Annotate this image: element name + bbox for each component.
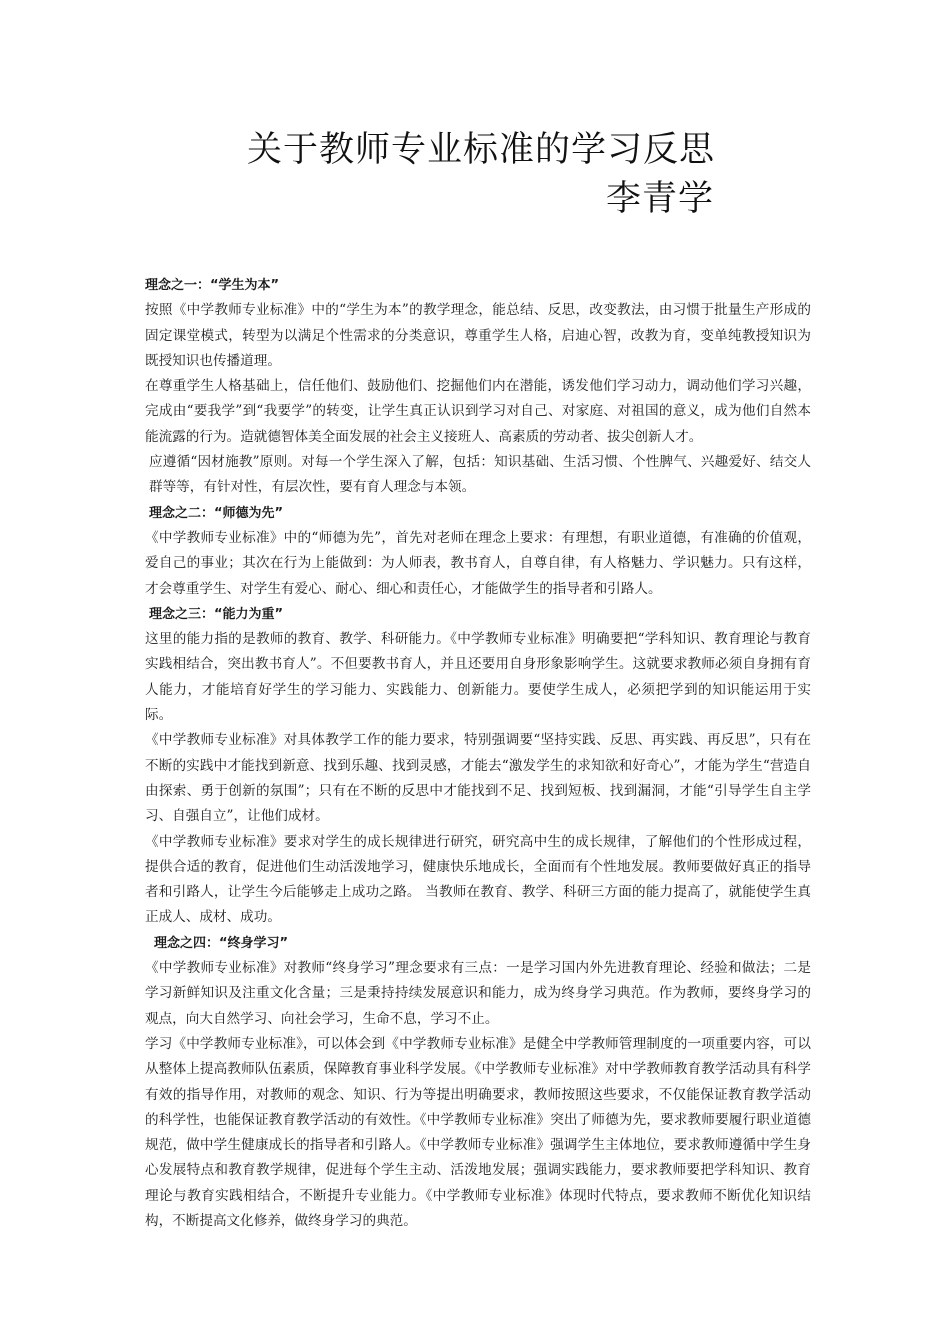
- section-lifelong-learning: [145, 931, 811, 1235]
- section-heading: 理念之一：“学生为本”: [145, 278, 280, 293]
- paragraph: 这里的能力指的是教师的教育、教学、科研能力。《中学教师专业标准》明确要把“学科知识、教育理论与教育实践相结合，突出教书育人”。不但要教书育人，并且还要用自身形象影响学生。这就要求教师必须自身拥有育人能力，才能培育好学生的学习能力、实践能力、创新能力。要使学生成人，必须把学到的知识能运用于实际。: [145, 631, 811, 724]
- paragraph: 在尊重学生人格基础上，信任他们、鼓励他们、挖掘他们内在潜能，诱发他们学习动力，调动他们学习兴趣，完成由“要我学”到“我要学”的转变，让学生真正认识到学习对自己、对家庭、对祖国的意义，成为他们自然本能流露的行为。造就德智体美全面发展的社会主义接班人、高素质的劳动者、拔尖创新人才。: [145, 378, 811, 445]
- paragraph: 按照《中学教师专业标准》中的“学生为本”的教学理念，能总结、反思，改变教法，由习惯于批量生产形成的固定课堂模式，转型为以满足个性需求的分类意识，尊重学生人格，启迪心智，改教为育，变单纯教授知识为既授知识也传播道理。: [145, 302, 811, 369]
- section-ethics-first: [145, 501, 811, 602]
- author-name: 李青学: [606, 179, 715, 219]
- paragraph: 《中学教师专业标准》对具体教学工作的能力要求，特别强调要“坚持实践、反思、再实践、再反思”，只有在不断的实践中才能找到新意、找到乐趣、找到灵感，才能去“激发学生的求知欲和好奇心”，才能为学生“营造自由探索、勇于创新的氛围”；只有在不断的反思中才能找到不足、找到短板、找到漏洞，才能“引导学生自主学习、自强自立”，让他们成材。: [145, 732, 811, 825]
- paragraph: 应遵循“因材施教”原则。对每一个学生深入了解，包括：知识基础、生活习惯、个性脾气、兴趣爱好、结交人群等等，有针对性，有层次性，要有育人理念与本领。: [149, 454, 811, 496]
- document-title: 关于教师专业标准的学习反思: [247, 130, 716, 170]
- section-ability-focus: [145, 602, 811, 931]
- section-heading: 理念之二：“师德为先”: [149, 505, 284, 521]
- section-heading: 理念之四：“终身学习”: [154, 935, 289, 951]
- paragraph: 《中学教师专业标准》要求对学生的成长规律进行研究，研究高中生的成长规律，了解他们的个性形成过程，提供合适的教育，促进他们生动活泼地学习，健康快乐地成长，全面而有个性地发展。教师要做好真正的指导者和引路人，让学生今后能够走上成功之路。 当教师在教育、教学、科研三方面的能力提高了，就能使学生真正成人、成材、成功。: [145, 833, 811, 926]
- paragraph: 《中学教师专业标准》对教师“终身学习”理念要求有三点：一是学习国内外先进教育理论、经验和做法；二是学习新鲜知识及注重文化含量；三是秉持持续发展意识和能力，成为终身学习典范。作为教师，要终身学习的观点，向大自然学习、向社会学习，生命不息，学习不止。: [145, 960, 811, 1027]
- paragraph: 《中学教师专业标准》中的“师德为先”，首先对老师在理念上要求：有理想，有职业道德，有准确的价值观，爱自己的事业；其次在行为上能做到：为人师表，教书育人，自尊自律，有人格魅力、学识魅力。只有这样，才会尊重学生、对学生有爱心、耐心、细心和责任心，才能做学生的指导者和引路人。: [145, 529, 811, 597]
- section-heading: 理念之三：“能力为重”: [149, 606, 284, 622]
- paragraph: 学习《中学教师专业标准》，可以体会到《中学教师专业标准》是健全中学教师管理制度的一项重要内容，可以从整体上提高教师队伍素质，保障教育事业科学发展。《中学教师专业标准》对中学教师教育教学活动具有科学有效的指导作用，对教师的观念、知识、行为等提出明确要求，教师按照这些要求，不仅能保证教育教学活动的科学性，也能保证教育教学活动的有效性。《中学教师专业标准》突出了师德为先，要求教师要履行职业道德规范，做中学生健康成长的指导者和引路人。《中学教师专业标准》强调学生主体地位，要求教师遵循中学生身心发展特点和教育教学规律，促进每个学生主动、活泼地发展；强调实践能力，要求教师要把学科知识、教育理论与教育实践相结合，不断提升专业能力。《中学教师专业标准》体现时代特点，要求教师不断优化知识结构，不断提高文化修养，做终身学习的典范。: [145, 1035, 811, 1229]
- document-body: [145, 273, 811, 1234]
- section-students-first: [145, 273, 811, 501]
